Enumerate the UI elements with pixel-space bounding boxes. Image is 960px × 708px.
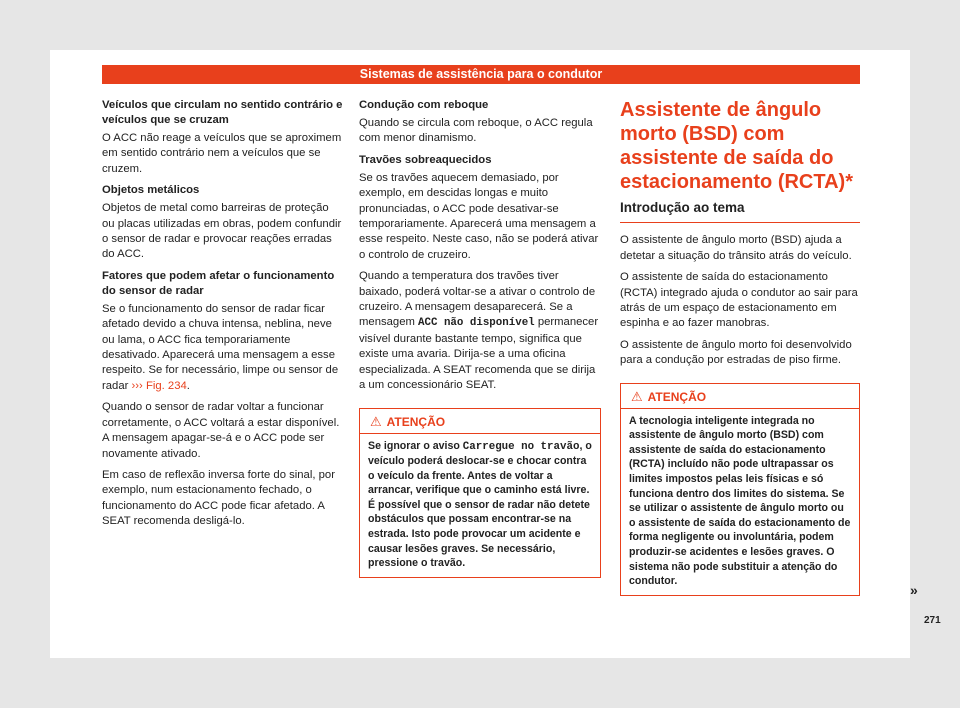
column-left bbox=[102, 98, 344, 536]
warning-header: ⚠ ATENÇÃO bbox=[360, 413, 600, 434]
paragraph: Se o funcionamento do sensor de radar ficar afetado devido a chuva intensa, neblina, neve ou lama, o ACC fica temporariamente desativado. Aparecerá uma mensagem a esse respeito. Se for necessário, limpe ou sensor de radar ››› Fig. 234. bbox=[102, 302, 339, 392]
manual-page bbox=[50, 50, 941, 658]
paragraph: Quando o sensor de radar voltar a funcionar corretamente, o ACC voltará a estar disponível. A mensagem apagar-se-á e o ACC pode ser novamente ativado. bbox=[102, 401, 340, 460]
section-subtitle: Introdução ao tema bbox=[620, 200, 860, 223]
heading-metal-objects: Objetos metálicos bbox=[102, 184, 200, 197]
heading-overheated-brakes: Travões sobreaquecidos bbox=[359, 153, 492, 166]
paragraph: Se os travões aquecem demasiado, por exemplo, em descidas longas e muito pronunciadas, o ACC pode desativar-se temporariamente. Aparecerá uma mensagem a esse respeito. Neste caso, não se poderá ativar o controlo de cruzeiro. bbox=[359, 171, 599, 261]
column-right bbox=[620, 98, 860, 596]
section-header: Sistemas de assistência para o condutor bbox=[102, 65, 860, 84]
paragraph: O assistente de ângulo morto foi desenvolvido para a condução por estradas de piso firme. bbox=[620, 338, 852, 367]
paragraph: Quando a temperatura dos travões tiver baixado, poderá voltar-se a ativar o controlo de cruzeiro. A mensagem desaparecerá. Se a mensagem ACC não disponível permanecer visível durante bastante tempo, significa que existe uma avaria. Dirija-se a uma oficina especializada. A SEAT recomenda que se dirija a um concessionário SEAT. bbox=[359, 270, 599, 392]
warning-header: ⚠ ATENÇÃO bbox=[621, 388, 859, 409]
paragraph: Em caso de reflexão inversa forte do sinal, por exemplo, num estacionamento fechado, o funcionamento do ACC pode ficar afetado. A SEAT recomenda desligá-lo. bbox=[102, 468, 335, 528]
paragraph: Objetos de metal como barreiras de proteção ou placas utilizadas em obras, podem confundir o sensor de radar e provocar reações erradas do ACC. bbox=[102, 202, 342, 261]
warning-text: A tecnologia inteligente integrada no assistente de ângulo morto (BSD) com assistente de saída do estacionamento (RCTA) incluído não pode ultrapassar os limites impostos pelas leis físicas e só funciona dentro dos limites do sistema. Se se utilizar o assistente de ângulo morto ou o assistente de saída do estacionamento de forma negligente ou involuntária, podem produzir-se acidentes e lesões graves. O sistema não pode substituir a atenção do condutor. bbox=[629, 414, 851, 588]
heading-radar-factors: Fatores que podem afetar o funcionamento do sensor de radar bbox=[102, 269, 335, 297]
page-number: 271 bbox=[924, 615, 941, 626]
heading-towing: Condução com reboque bbox=[359, 99, 489, 111]
continue-arrow-icon: » bbox=[910, 582, 918, 598]
warning-text: Se ignorar o aviso Carregue no travão, o veículo poderá deslocar-se e chocar contra o veículo da frente. Antes de voltar a arrancar, verifique que o caminho está livre. É possível que o sensor de radar não detete obstáculos que possam encontrar-se na estrada. Isto pode provocar um acidente e causar lesões graves. Se necessário, pressione o travão. bbox=[368, 439, 592, 570]
paragraph: O assistente de ângulo morto (BSD) ajuda a detetar a situação do trânsito atrás do veículo. bbox=[620, 234, 852, 262]
display-message: Carregue no travão bbox=[462, 440, 580, 453]
display-message: ACC não disponível bbox=[418, 317, 535, 330]
paragraph: O ACC não reage a veículos que se aproximem em sentido contrário nem a veículos que se cruzem. bbox=[102, 132, 342, 175]
paragraph: Quando se circula com reboque, o ACC regula com menor dinamismo. bbox=[359, 117, 593, 145]
chapter-title: Assistente de ângulo morto (BSD) com assistente de saída do estacionamento (RCTA)* bbox=[620, 99, 853, 193]
warning-triangle-icon: ⚠ bbox=[370, 413, 382, 429]
warning-triangle-icon: ⚠ bbox=[631, 388, 643, 404]
warning-box bbox=[620, 383, 860, 596]
heading-oncoming-vehicles: Veículos que circulam no sentido contrário e veículos que se cruzam bbox=[102, 99, 343, 126]
warning-box bbox=[359, 408, 601, 578]
figure-link[interactable]: Fig. 234 bbox=[145, 379, 187, 392]
paragraph: O assistente de saída do estacionamento (RCTA) integrado ajuda o condutor ao sair para atrás de um espaço de estacionamento em espinha e ao fazer manobras. bbox=[620, 271, 858, 330]
reference-arrow: ››› bbox=[131, 379, 143, 392]
column-middle bbox=[359, 98, 601, 578]
